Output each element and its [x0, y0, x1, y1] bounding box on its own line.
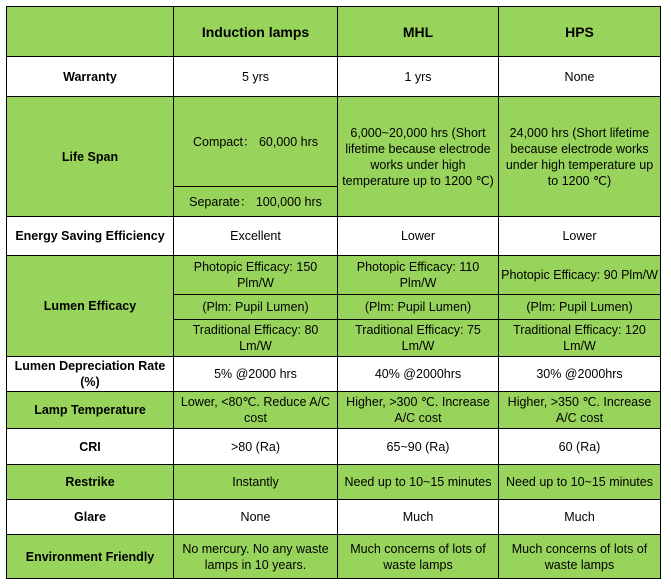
cell-energy-hps: Lower: [499, 217, 661, 256]
cell-warranty-hps: None: [499, 57, 661, 97]
cell-depreciation-induction: 5% @2000 hrs: [174, 357, 338, 392]
cell-photopic-induction: Photopic Efficacy: 150 Plm/W: [174, 256, 338, 295]
cell-energy-induction: Excellent: [174, 217, 338, 256]
row-lamp-temperature: [7, 392, 661, 429]
cell-warranty-mhl: 1 yrs: [338, 57, 499, 97]
cell-temperature-induction: Lower, <80℃. Reduce A/C cost: [174, 392, 338, 429]
cell-depreciation-hps: 30% @2000hrs: [499, 357, 661, 392]
cell-warranty-induction: 5 yrs: [174, 57, 338, 97]
header-hps: HPS: [499, 7, 661, 57]
cell-pupil-mhl: (Plm: Pupil Lumen): [338, 295, 499, 320]
row-label-warranty: Warranty: [7, 57, 174, 97]
cell-restrike-hps: Need up to 10~15 minutes: [499, 465, 661, 500]
row-life-span: [7, 97, 661, 187]
row-label-lamp-temperature: Lamp Temperature: [7, 392, 174, 429]
cell-environment-hps: Much concerns of lots of waste lamps: [499, 535, 661, 579]
row-label-cri: CRI: [7, 429, 174, 465]
header-row: [7, 7, 661, 57]
cell-life-span-separate: Separate： 100,000 hrs: [174, 187, 338, 217]
row-cri: [7, 429, 661, 465]
cell-environment-induction: No mercury. No any waste lamps in 10 years.: [174, 535, 338, 579]
cell-restrike-mhl: Need up to 10~15 minutes: [338, 465, 499, 500]
cell-pupil-hps: (Plm: Pupil Lumen): [499, 295, 661, 320]
row-label-lumen-efficacy: Lumen Efficacy: [7, 256, 174, 357]
cell-photopic-hps: Photopic Efficacy: 90 Plm/W: [499, 256, 661, 295]
cell-temperature-hps: Higher, >350 ℃. Increase A/C cost: [499, 392, 661, 429]
row-label-glare: Glare: [7, 500, 174, 535]
row-energy-saving: [7, 217, 661, 256]
comparison-table: [6, 6, 661, 579]
row-label-restrike: Restrike: [7, 465, 174, 500]
cell-glare-mhl: Much: [338, 500, 499, 535]
row-glare: [7, 500, 661, 535]
row-environment: [7, 535, 661, 579]
cell-depreciation-mhl: 40% @2000hrs: [338, 357, 499, 392]
cell-environment-mhl: Much concerns of lots of waste lamps: [338, 535, 499, 579]
cell-photopic-mhl: Photopic Efficacy: 110 Plm/W: [338, 256, 499, 295]
row-label-energy-saving: Energy Saving Efficiency: [7, 217, 174, 256]
cell-traditional-hps: Traditional Efficacy: 120 Lm/W: [499, 320, 661, 357]
cell-glare-induction: None: [174, 500, 338, 535]
cell-pupil-induction: (Plm: Pupil Lumen): [174, 295, 338, 320]
cell-traditional-mhl: Traditional Efficacy: 75 Lm/W: [338, 320, 499, 357]
cell-cri-hps: 60 (Ra): [499, 429, 661, 465]
cell-energy-mhl: Lower: [338, 217, 499, 256]
cell-cri-mhl: 65~90 (Ra): [338, 429, 499, 465]
row-label-life-span: Life Span: [7, 97, 174, 217]
row-warranty: [7, 57, 661, 97]
row-lumen-depreciation: [7, 357, 661, 392]
header-mhl: MHL: [338, 7, 499, 57]
row-lumen-photopic: [7, 256, 661, 295]
row-label-lumen-depreciation: Lumen Depreciation Rate (%): [7, 357, 174, 392]
cell-glare-hps: Much: [499, 500, 661, 535]
cell-cri-induction: >80 (Ra): [174, 429, 338, 465]
row-restrike: [7, 465, 661, 500]
cell-restrike-induction: Instantly: [174, 465, 338, 500]
header-induction-lamps: Induction lamps: [174, 7, 338, 57]
cell-traditional-induction: Traditional Efficacy: 80 Lm/W: [174, 320, 338, 357]
row-label-environment: Environment Friendly: [7, 535, 174, 579]
cell-life-span-compact: Compact： 60,000 hrs: [174, 97, 338, 187]
header-corner: [7, 7, 174, 57]
cell-life-span-hps: 24,000 hrs (Short lifetime because electrode works under high temperature up to 1200 ℃): [499, 97, 661, 217]
cell-temperature-mhl: Higher, >300 ℃. Increase A/C cost: [338, 392, 499, 429]
cell-life-span-mhl: 6,000~20,000 hrs (Short lifetime because electrode works under high temperature up to 1200 ℃): [338, 97, 499, 217]
